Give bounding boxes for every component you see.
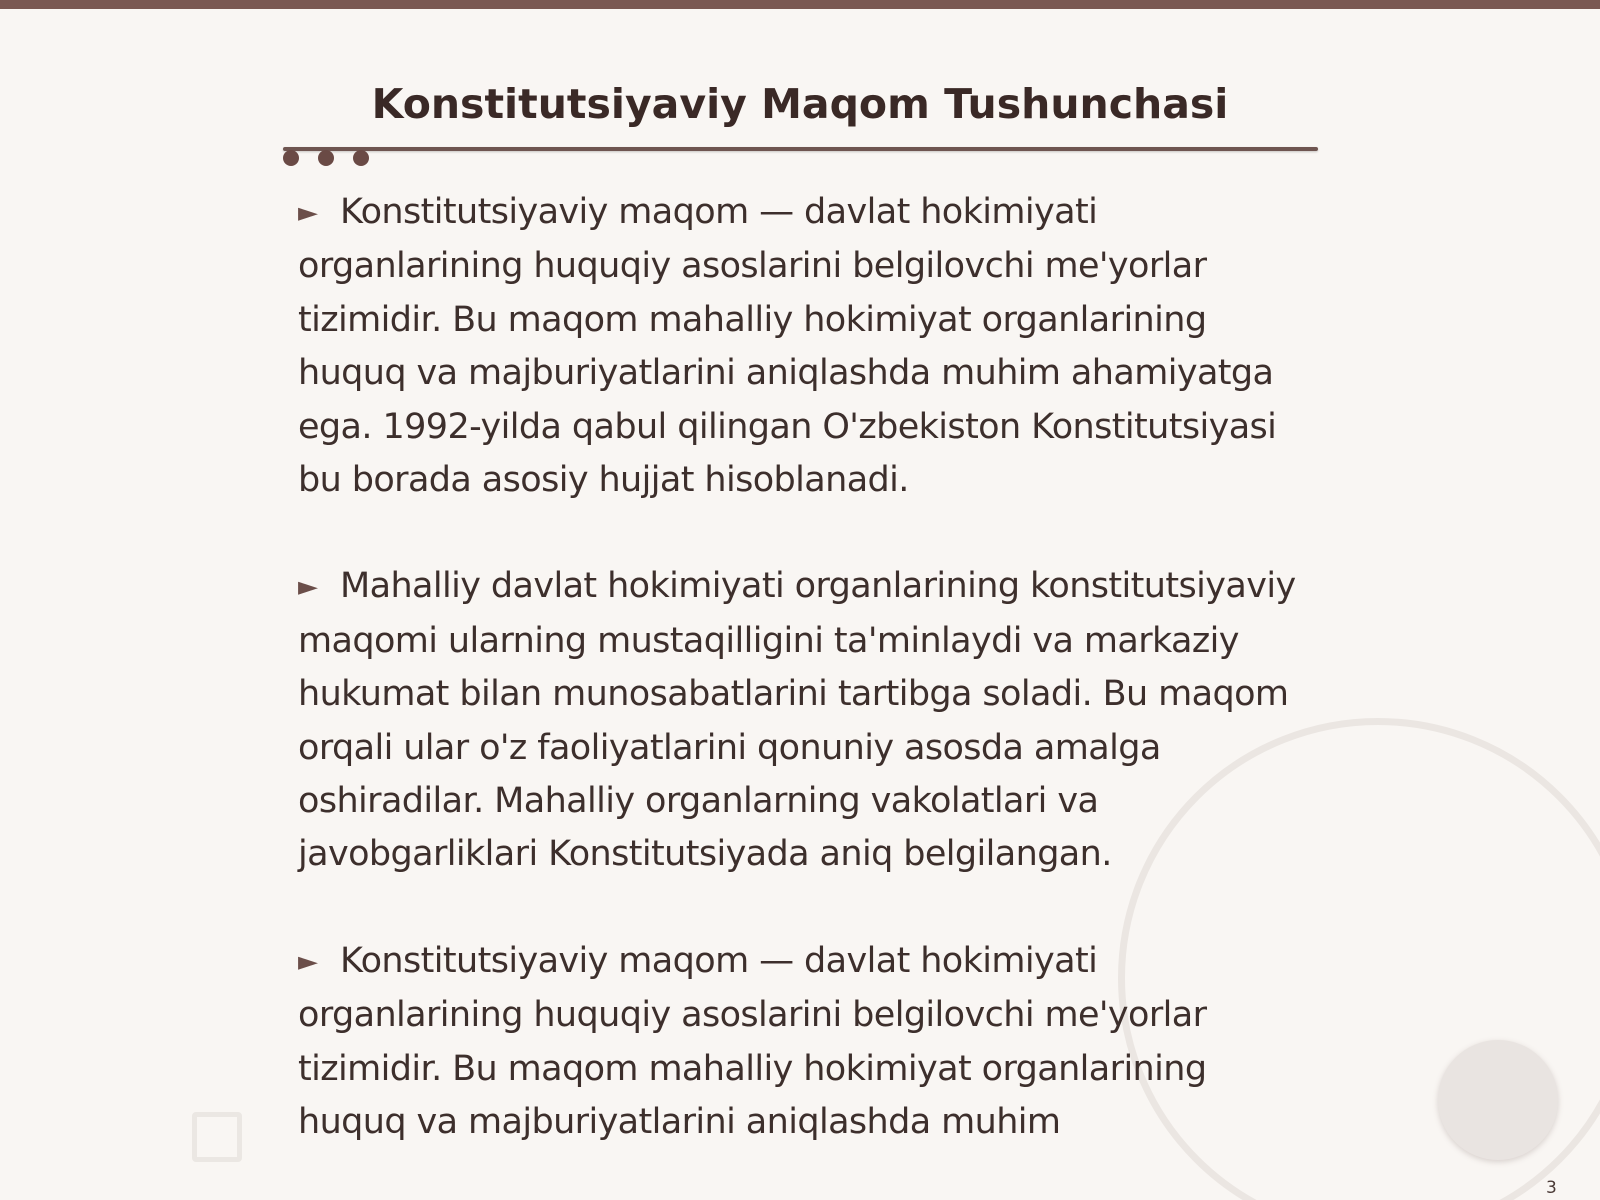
paragraph-text: Konstitutsiyaviy maqom — davlat hokimiyati organlarining huquqiy asoslarini belgilovchi me'yorlar tizimidir. Bu maqom mahalliy hokimiyat organlarining huquq va majburiyatlarini aniqlashda muhim ahamiyatga ega. 1992-yilda qabul qilingan O'zbekiston Konstitutsiyasi bu borada asosiy hujjat hisoblanadi. [298,192,1277,501]
slide-body [298,186,1298,1200]
page-number: 3 [1546,1178,1557,1198]
bullet-paragraph-1 [298,186,1298,507]
bullet-arrow-icon: ► [298,198,318,228]
top-accent-band [0,0,1600,9]
underline-dot [353,150,369,166]
title-underline [283,147,1318,151]
decorative-square [192,1112,242,1162]
slide-title: Konstitutsiyaviy Maqom Tushunchasi [371,80,1229,128]
bullet-arrow-icon: ► [298,946,318,977]
bullet-paragraph-2 [298,560,1298,881]
underline-dot [318,150,334,166]
paragraph-text: Konstitutsiyaviy maqom — davlat hokimiyati organlarining huquqiy asoslarini belgilovchi me'yorlar tizimidir. Bu maqom mahalliy hokimiyat organlarining huquq va majburiyatlarini aniqlashda muhim [298,940,1207,1143]
bullet-arrow-icon: ► [298,572,318,603]
bullet-paragraph-3 [298,935,1298,1150]
paragraph-text: Mahalliy davlat hokimiyati organlarining konstitutsiyaviy maqomi ularning mustaqilligini ta'minlaydi va markaziy hukumat bilan munosabatlarini tartibga soladi. Bu maqom orqali ular o'z faoliyatlarini qonuniy asosda amalga oshiradilar. Mahalliy organlarning vakolatlari va javobgarliklari Konstitutsiyada aniq belgilangan. [298,566,1296,875]
underline-dot [283,150,299,166]
decorative-circle [1438,1040,1558,1160]
